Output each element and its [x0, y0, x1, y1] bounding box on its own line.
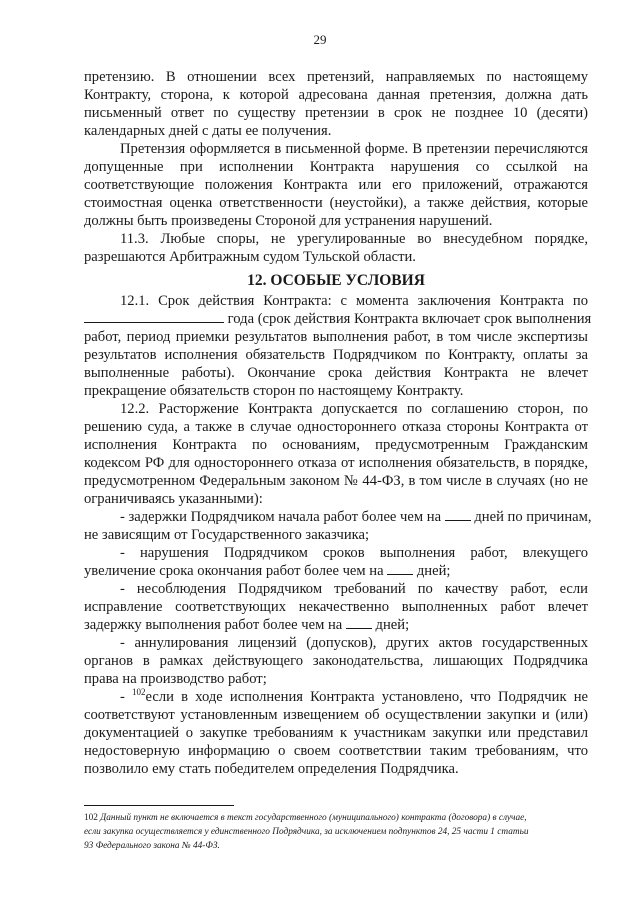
footnote-text: Данный пункт не включается в текст государственного (муниципального) контракта (договора) в случае,	[97, 813, 527, 823]
footnote-divider	[84, 805, 234, 806]
section-heading: 12. ОСОБЫЕ УСЛОВИЯ	[247, 272, 425, 289]
text-line: соответствующие положения Контракта или его приложений, отражаются	[84, 177, 588, 193]
text-line: допущенные при исполнении Контракта нарушения со ссылкой на	[84, 159, 588, 175]
text-line: прекращение обязательств сторон по настоящему Контракту.	[84, 383, 464, 399]
text-line: результатов исполнения обязательств Подрядчиком по Контракту, оплаты за	[84, 347, 588, 363]
text-run: дней;	[413, 563, 451, 579]
text-line: работ, период приемки результатов выполнения работ, в том числе экспертизы	[84, 329, 588, 345]
text-run: дней по причинам,	[470, 509, 592, 525]
text-run: если в ходе исполнения Контракта установлено, что Подрядчик не	[145, 689, 588, 705]
text-run: - задержки Подрядчиком начала работ более чем на	[120, 509, 445, 525]
text-run: дней;	[371, 617, 410, 633]
text-line: - несоблюдения Подрядчиком требований по качеству работ, если	[120, 581, 588, 597]
text-line: Претензия оформляется в письменной форме. В претензии перечисляются	[120, 141, 588, 157]
text-line: исполнения Контракта по основаниям, предусмотренным Гражданским	[84, 437, 588, 453]
text-line: решению суда, а также в случае одностороннего отказа стороны Контракта от	[84, 419, 588, 435]
text-line: письменный ответ по существу претензии в срок не позднее 10 (десяти)	[84, 105, 588, 121]
footnote-line: 93 Федерального закона № 44-ФЗ.	[84, 841, 220, 851]
text-line: исправление соответствующих некачественно выполненных работ влечет	[84, 599, 588, 615]
text-line: недостоверную информацию о своем соответствии таким требованиям, что	[84, 743, 588, 759]
text-line: претензию. В отношении всех претензий, направляемых по настоящему	[84, 69, 588, 85]
text-line: календарных дней с даты ее получения.	[84, 123, 332, 139]
text-line: ограничиваясь указанными):	[84, 491, 263, 507]
text-line: органов в рамках действующего законодательства, лишающих Подрядчика	[84, 653, 588, 669]
text-line: разрешаются Арбитражным судом Тульской области.	[84, 249, 416, 265]
text-run: -	[120, 689, 133, 705]
text-line	[84, 562, 450, 580]
footnote-reference[interactable]: 102	[132, 687, 146, 698]
blank-field	[445, 508, 471, 521]
text-line: права на производство работ;	[84, 671, 267, 687]
text-run: года (срок действия Контракта включает срок выполнения	[224, 311, 592, 327]
text-line: 11.3. Любые споры, не урегулированные во внесудебном порядке,	[120, 231, 588, 247]
page-number: 29	[313, 32, 327, 47]
text-line: соответствуют установленным извещением об осуществлении закупки и (или)	[84, 707, 588, 723]
text-line: кодексом РФ для одностороннего отказа от исполнения обязательств, в порядке,	[84, 455, 588, 471]
footnote-line: если закупка осуществляется у единственного Подрядчика, за исключением подпунктов 24, 25 части 1 статьи	[84, 827, 529, 837]
text-line	[120, 688, 588, 706]
blank-field	[84, 310, 224, 323]
footnote-line	[84, 811, 527, 825]
blank-field	[346, 616, 372, 629]
text-line	[84, 616, 409, 634]
text-line: 12.2. Расторжение Контракта допускается по соглашению сторон, по	[120, 401, 588, 417]
text-line: - нарушения Подрядчиком сроков выполнения работ, влекущего	[120, 545, 588, 561]
text-line: - аннулирования лицензий (допусков), других актов государственных	[120, 635, 588, 651]
text-run: увеличение срока окончания работ более чем на	[84, 563, 388, 579]
blank-field	[387, 562, 413, 575]
text-line: должны быть произведены Стороной для устранения нарушений.	[84, 213, 493, 229]
text-line: предусмотренном Федеральным законом № 44-ФЗ, в том числе в случаях (но не	[84, 473, 588, 489]
text-line	[120, 508, 592, 526]
text-line: стоимостная оценка ответственности (неустойки), а также действия, которые	[84, 195, 588, 211]
text-line: Контракту, сторона, к которой адресована данная претензия, должна дать	[84, 87, 588, 103]
text-line	[84, 310, 592, 328]
text-line: 12.1. Срок действия Контракта: с момента заключения Контракта по	[120, 293, 588, 309]
text-line: позволило ему стать победителем определения Подрядчика.	[84, 761, 459, 777]
text-line: не зависящим от Государственного заказчика;	[84, 527, 370, 543]
text-line: документацией о закупке требованиям к участникам закупки или представил	[84, 725, 588, 741]
text-run: задержку выполнения работ более чем на	[84, 617, 346, 633]
footnote-number: 102	[84, 813, 98, 823]
text-line: выполненные работы). Окончание срока действия Контракта не влечет	[84, 365, 588, 381]
